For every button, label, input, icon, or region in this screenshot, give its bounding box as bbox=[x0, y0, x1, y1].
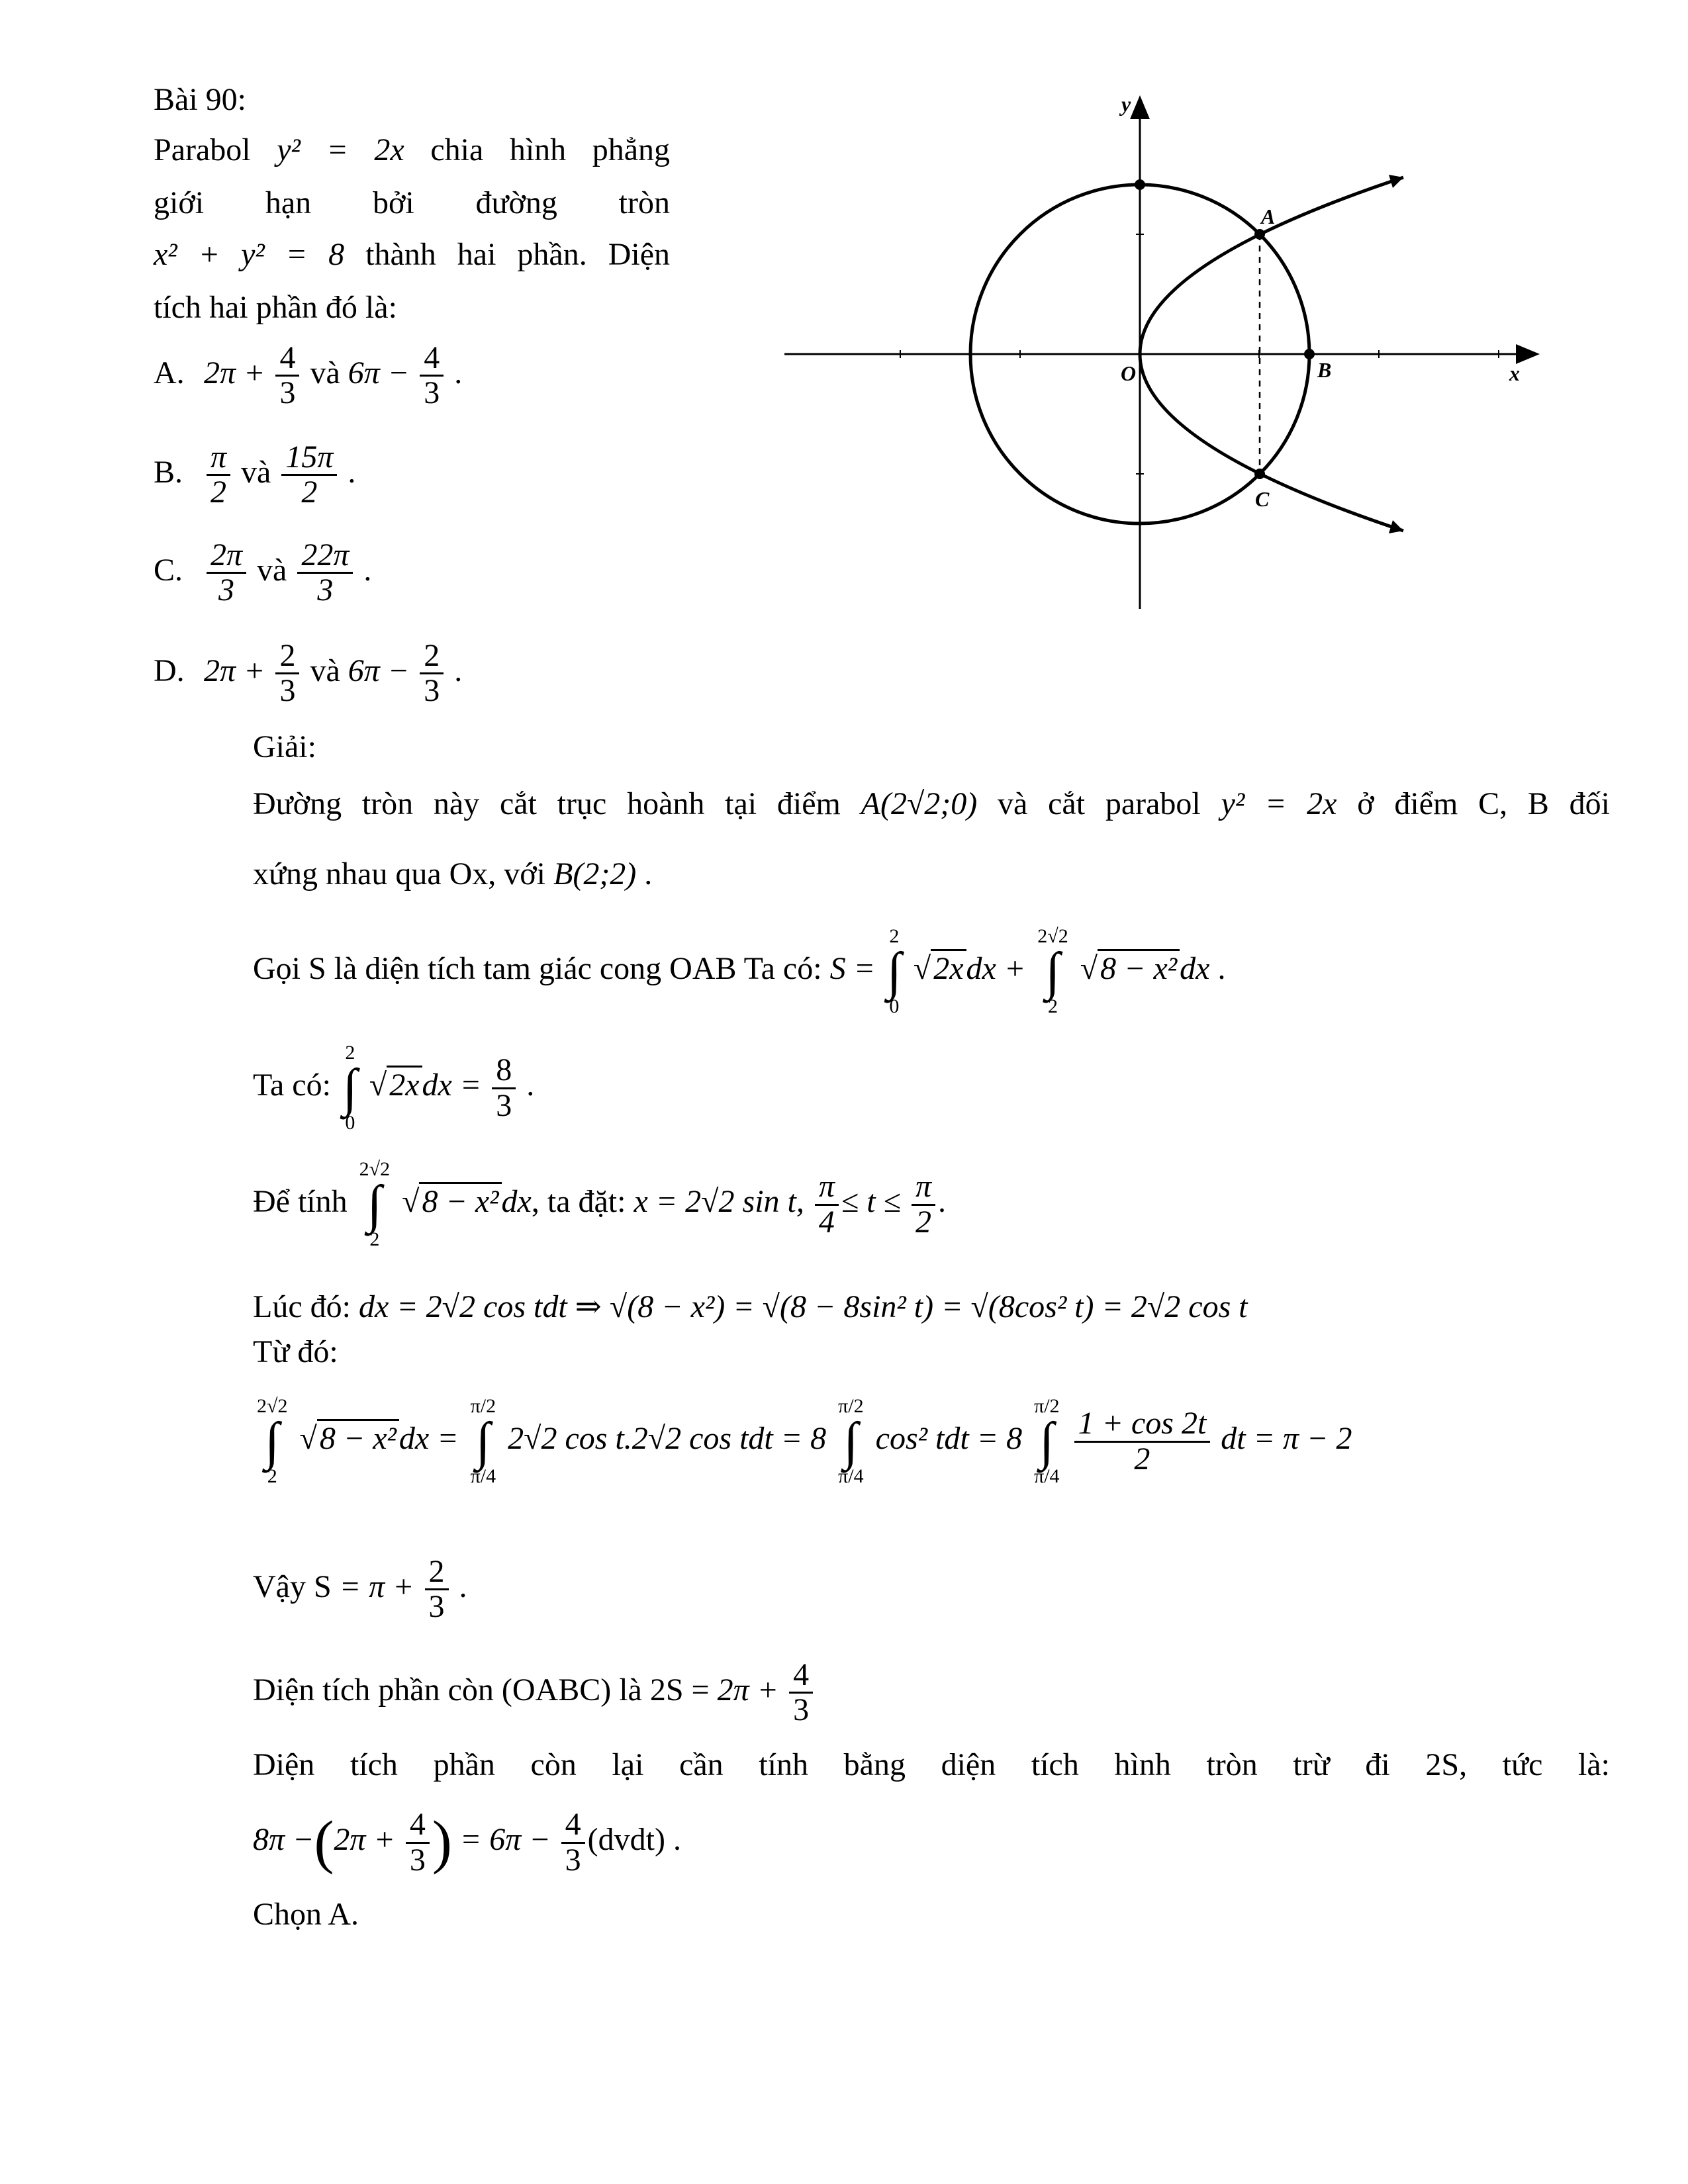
point-a-dot bbox=[1254, 229, 1265, 240]
y-intercept-dot bbox=[1135, 179, 1145, 190]
y-axis-label: y bbox=[1121, 92, 1131, 116]
circle-equation: x² + y² = 8 bbox=[154, 237, 345, 272]
solution-para-2: xứng nhau qua Ox, với B(2;2) . bbox=[253, 856, 653, 891]
solution-para-8: Vậy S = π + $\frac{2}{3}$ . bbox=[253, 1554, 467, 1625]
solution-para-3: Gọi S là diện tích tam giác cong OAB Ta có: S = 2 ∫ 0 √2xdx + 2√2 ∫ 2 √8 − x²dx . bbox=[253, 925, 1226, 1017]
figure-circle-parabola bbox=[774, 86, 1556, 629]
solution-para-10: Diện tích phần còn lại cần tính bằng diện tích hình tròn trừ đi 2S, tức là: bbox=[253, 1747, 1610, 1782]
problem-line-1: Parabol y² = 2x chia hình phẳng bbox=[154, 132, 671, 167]
point-b-label: B bbox=[1317, 358, 1332, 382]
solution-para-9: Diện tích phần còn (OABC) là 2S = 2π + $\frac{4}{3}$ bbox=[253, 1659, 816, 1727]
solution-para-1: Đường tròn này cắt trục hoành tại điểm A(2√2;0) và cắt parabol y² = 2x ở điểm C, B đối bbox=[253, 786, 1610, 821]
point-b-dot bbox=[1304, 349, 1315, 359]
option-a: A. 2π + $\frac{4}{3}$ và 6π − $\frac{4}{3}$ . bbox=[154, 340, 463, 411]
problem-title: Bài 90: bbox=[154, 82, 246, 117]
solution-para-5: Để tính 2√2 ∫ 2 √8 − x²dx, ta đặt: x = 2√2 sin t, $\frac{\pi}{4}$ ≤ t ≤ $\frac{\pi}{2}$ . bbox=[253, 1158, 946, 1250]
x-axis-label: x bbox=[1509, 361, 1520, 385]
solution-para-11: 8π −(2π + $\frac{4}{3}$ ) = 6π − $\frac{4}{3}$ (dvdt) . bbox=[253, 1807, 681, 1878]
problem-line-3: x² + y² = 8 thành hai phần. Diện bbox=[154, 237, 671, 272]
solution-conclusion: Chọn A. bbox=[253, 1897, 359, 1932]
point-c-dot bbox=[1254, 469, 1265, 479]
origin-label: O bbox=[1121, 361, 1137, 385]
option-c: C. $\frac{2\pi}{3}$ và $\frac{22\pi}{3}$ . bbox=[154, 537, 372, 608]
solution-para-6: Lúc đó: dx = 2√2 cos tdt ⇒ √(8 − x²) = √(8 − 8sin² t) = √(8cos² t) = 2√2 cos t bbox=[253, 1289, 1248, 1324]
point-c-label: C bbox=[1255, 487, 1270, 511]
point-a-label: A bbox=[1261, 205, 1276, 228]
solution-integral-chain: 2√2 ∫ 2 √8 − x²dx = π/2 ∫ π/4 2√2 cos t.2√2 cos tdt = 8 π/2 ∫ π/4 cos² tdt = 8 π/2 ∫ π/4 $\frac{1 + \cos 2t}{2}$ dt = π − 2 bbox=[257, 1395, 1352, 1487]
option-d: D. 2π + $\frac{2}{3}$ và 6π − $\frac{2}{3}$ . bbox=[154, 638, 463, 709]
parabola-equation: y² = 2x bbox=[277, 132, 404, 167]
option-b: B. $\frac{\pi}{2}$ và $\frac{15\pi}{2}$ . bbox=[154, 439, 356, 510]
solution-heading: Giải: bbox=[253, 729, 316, 764]
solution-para-7: Từ đó: bbox=[253, 1334, 338, 1369]
solution-para-4: Ta có: 2 ∫ 0 √2xdx = $\frac{8}{3}$ . bbox=[253, 1042, 535, 1134]
problem-line-4: tích hai phần đó là: bbox=[154, 290, 397, 325]
problem-line-2: giới hạn bởi đường tròn bbox=[154, 185, 670, 220]
